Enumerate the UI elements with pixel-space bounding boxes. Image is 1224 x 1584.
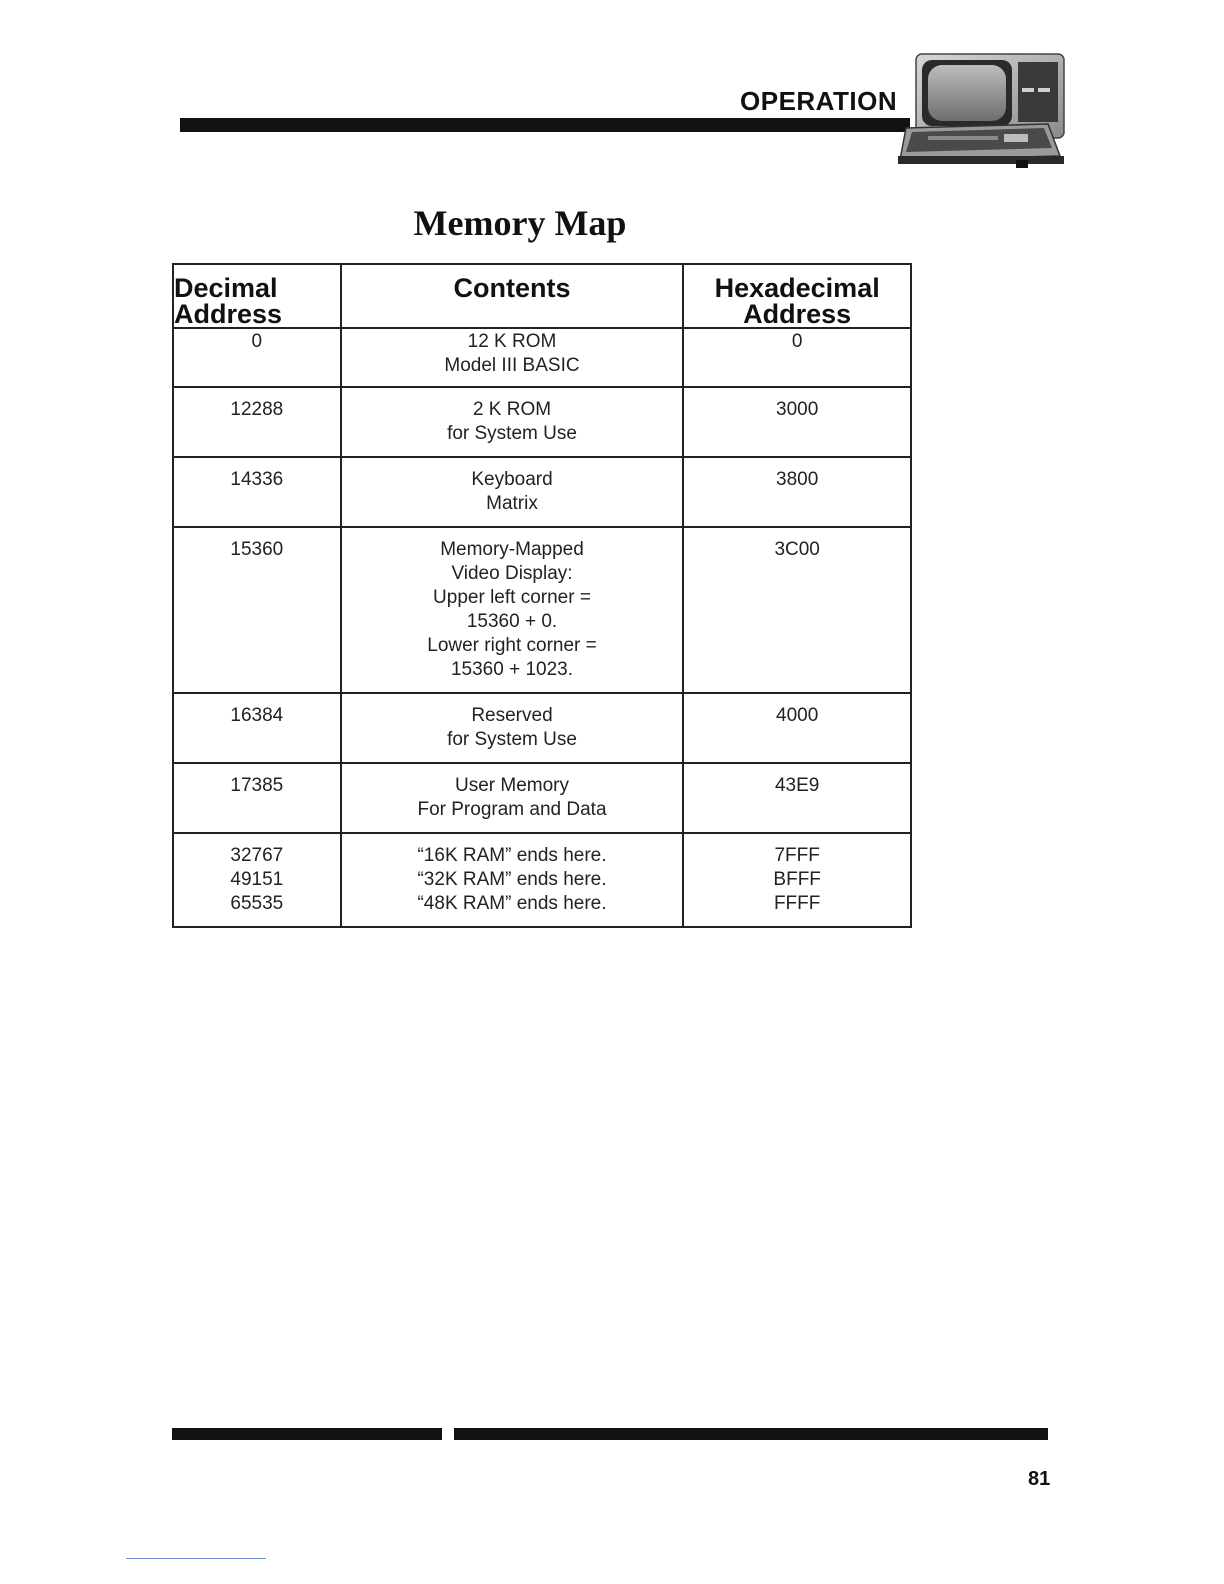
page-number: 81 [1028,1468,1051,1490]
contents-cell: 12 K ROM Model III BASIC [341,328,684,387]
footer-rule [172,1428,1048,1440]
hex-cell: 3000 [683,387,911,457]
table-row [173,457,911,527]
table-row [173,833,911,927]
hex-cell: 3C00 [683,527,911,693]
table-header-row [173,264,911,328]
contents-cell: Reserved for System Use [341,693,684,763]
decimal-cell: 14336 [173,457,341,527]
contents-cell: 2 K ROM for System Use [341,387,684,457]
contents-cell: Memory-Mapped Video Display: Upper left corner = 15360 + 0. Lower right corner = 15360 + 1023. [341,527,684,693]
table-row [173,387,911,457]
memory-map-table [172,263,912,928]
table-row [173,527,911,693]
decimal-cell: 16384 [173,693,341,763]
computer-icon [898,48,1068,173]
contents-cell: Keyboard Matrix [341,457,684,527]
contents-cell: User Memory For Program and Data [341,763,684,833]
hex-cell: 4000 [683,693,911,763]
table-row [173,763,911,833]
decimal-cell: 32767 49151 65535 [173,833,341,927]
page-title: Memory Map [413,203,627,243]
scan-artifact-line [126,1558,266,1559]
header-decimal-address: Decimal Address [173,264,341,328]
hex-cell: 0 [683,328,911,387]
header-contents: Contents [341,264,684,328]
decimal-cell: 0 [173,328,341,387]
decimal-cell: 12288 [173,387,341,457]
decimal-cell: 17385 [173,763,341,833]
hex-cell: 43E9 [683,763,911,833]
header-rule [180,118,910,132]
hex-cell: 3800 [683,457,911,527]
table-row [173,328,911,387]
footer-rule-break [442,1427,454,1441]
decimal-cell: 15360 [173,527,341,693]
contents-cell: “16K RAM” ends here. “32K RAM” ends here. “48K RAM” ends here. [341,833,684,927]
table-row [173,693,911,763]
header-hexadecimal-address: Hexadecimal Address [683,264,911,328]
section-label: OPERATION [740,86,898,116]
hex-cell: 7FFF BFFF FFFF [683,833,911,927]
